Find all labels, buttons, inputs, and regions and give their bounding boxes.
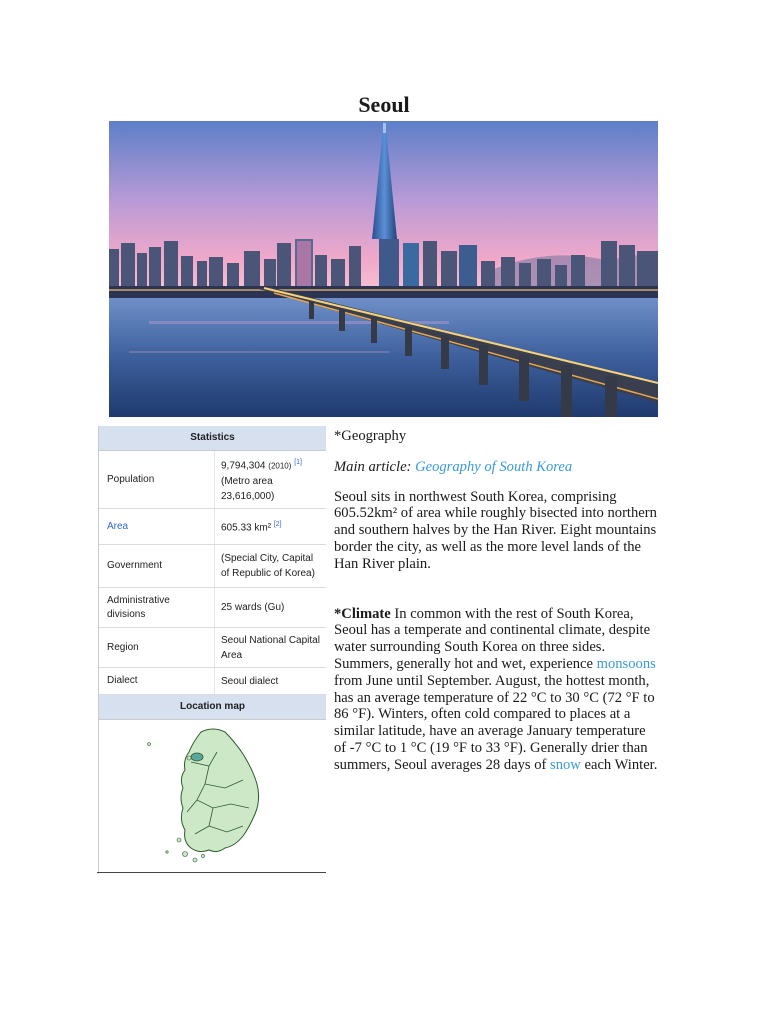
- geography-paragraph: Seoul sits in northwest South Korea, comprising 605.52km² of area while roughly bisected into northern and southern halves by the Han River. Eight mountains border the city, as well as the more level lands of the Han River plain.: [334, 488, 657, 572]
- infobox-row-region: [99, 628, 326, 668]
- geography-of-south-korea-link[interactable]: Geography of South Korea: [415, 458, 573, 475]
- dialect-value: Seoul dialect: [221, 675, 279, 687]
- infobox-label: Population: [99, 451, 215, 508]
- city-skyline-icon: [109, 121, 658, 417]
- infobox-row-population: [99, 451, 326, 509]
- infobox-row-divisions: [99, 588, 326, 628]
- infobox-row-government: [99, 545, 326, 588]
- population-year: (2010): [268, 461, 292, 471]
- infobox-label: Government: [99, 545, 215, 587]
- infobox-row-area: [99, 509, 326, 545]
- location-map-header: Location map: [99, 695, 326, 720]
- infobox-value: [215, 509, 326, 544]
- infobox-label: Region: [99, 628, 215, 667]
- infobox-bottom-rule: [97, 872, 326, 873]
- population-value: 9,794,304: [221, 460, 266, 472]
- page-title: Seoul: [358, 92, 410, 117]
- main-article-prefix: Main article:: [334, 458, 416, 475]
- divisions-value: 25 wards (Gu): [221, 602, 285, 613]
- geography-heading: *Geography: [334, 428, 407, 444]
- infobox-header: Statistics: [99, 426, 326, 451]
- seoul-skyline-photo: [109, 121, 658, 417]
- area-value: 605.33 km²: [221, 522, 272, 534]
- location-map: [99, 720, 326, 880]
- region-value: Seoul National Capital Area: [221, 634, 320, 661]
- climate-text-2: from June until September. August, the hottest month, has an average temperature of 22 °C to 30 °C (72 °F to 86 °F). Winters, often cold compared to places at a similar latitude, have an average January temperature of -7 °C to 1 °C (19 °F to 33 °F). Generally drier than summers, Seoul averages 28 days of: [334, 672, 655, 773]
- snow-link[interactable]: snow: [550, 756, 581, 773]
- climate-text-1: In common with the rest of South Korea, Seoul has a temperate and continental climate, despite water surrounding South Korea on three sides. Summers, generally hot and wet, experience: [334, 605, 651, 672]
- area-reference-link[interactable]: [2]: [273, 521, 282, 529]
- infobox-value: [215, 451, 326, 508]
- infobox-label: Administrative divisions: [99, 588, 215, 627]
- main-article-note: [334, 459, 658, 476]
- climate-text-3: each Winter.: [580, 756, 658, 773]
- monsoons-link[interactable]: monsoons: [596, 655, 656, 672]
- area-link[interactable]: Area: [99, 509, 215, 544]
- climate-heading: *Climate: [334, 605, 391, 622]
- climate-paragraph: [334, 606, 658, 774]
- statistics-infobox: [98, 426, 326, 874]
- government-value: (Special City, Capital of Republic of Korea): [221, 553, 315, 579]
- infobox-row-dialect: [99, 668, 326, 695]
- article-body: [334, 428, 658, 774]
- south-korea-map-icon: [139, 722, 289, 872]
- metro-area-value: (Metro area 23,616,000): [221, 475, 275, 502]
- population-reference-link[interactable]: [1]: [294, 459, 302, 467]
- infobox-label: Dialect: [99, 668, 215, 694]
